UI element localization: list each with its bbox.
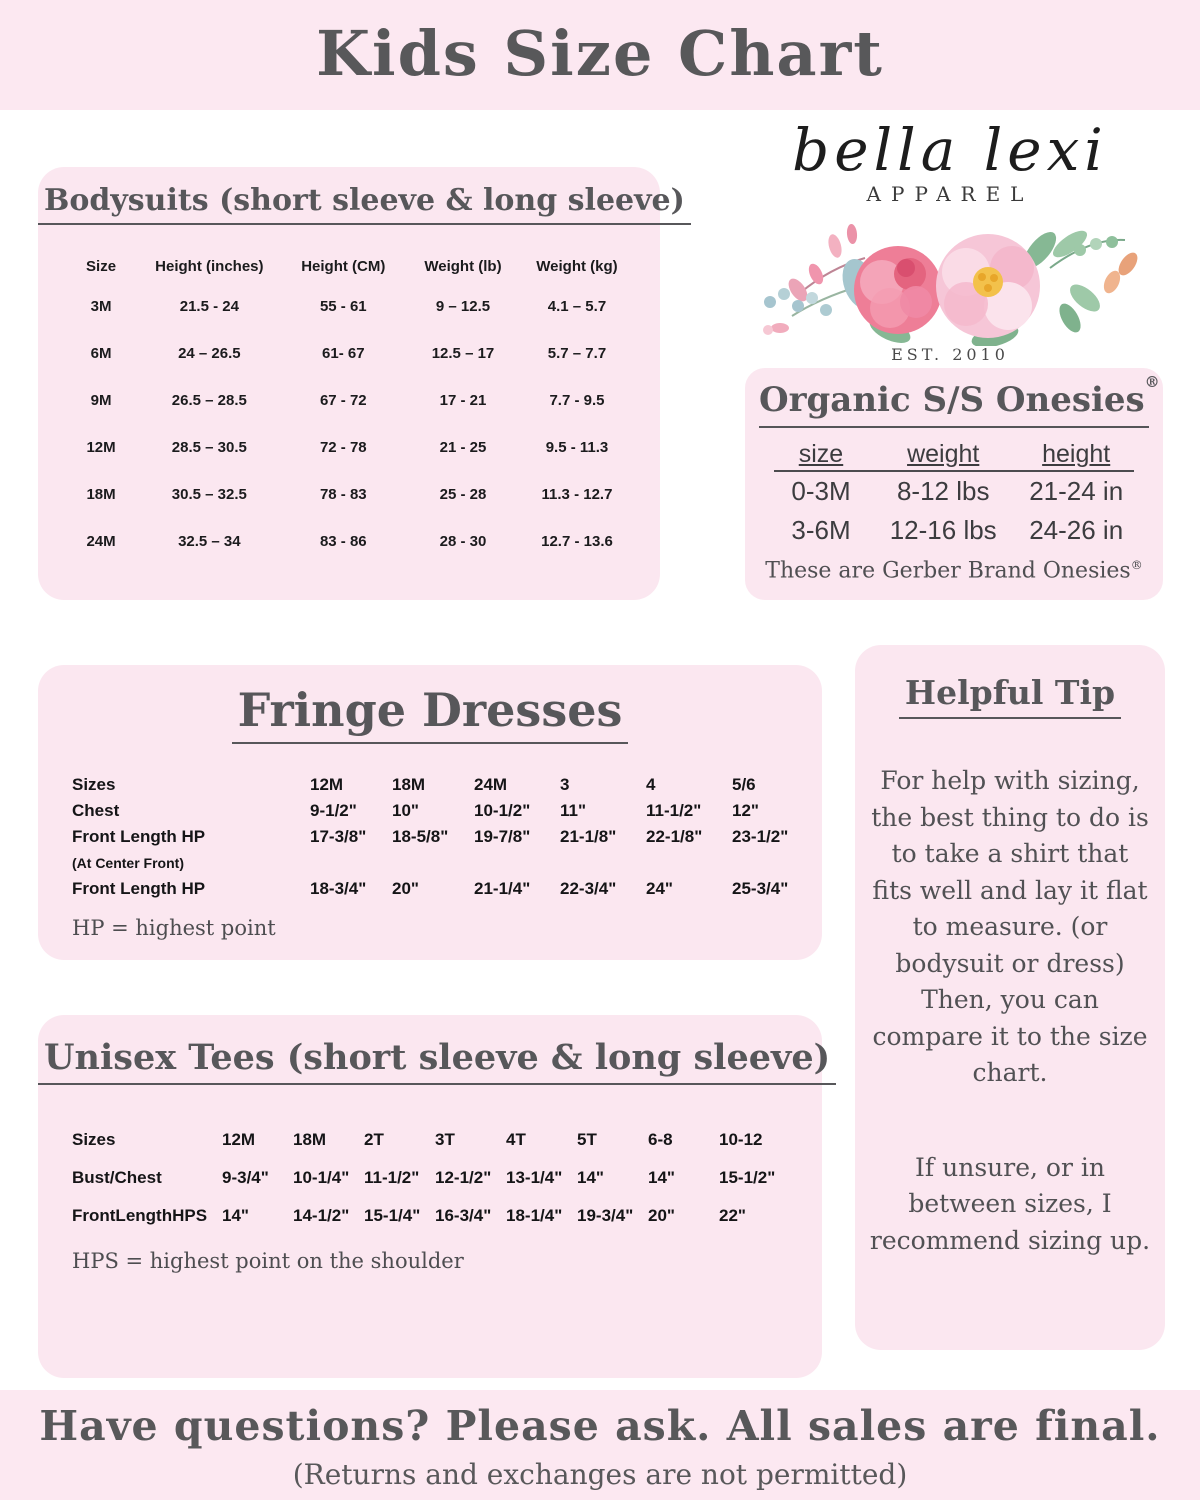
value-cell: 12.5 – 17	[431, 345, 495, 362]
value-cell: 11"	[560, 801, 587, 820]
value-cell: 20"	[648, 1206, 675, 1225]
column-header: Weight (kg)	[536, 257, 618, 275]
fringe-table	[72, 772, 822, 902]
value-cell: 9-1/2"	[310, 801, 357, 820]
value-cell: 26.5 – 28.5	[171, 392, 247, 409]
value-cell: 55 - 61	[319, 298, 367, 315]
onesies-title-text: Organic S/S Onesies	[759, 380, 1145, 420]
row-label: Bust/Chest	[72, 1168, 162, 1187]
tip-title: Helpful Tip	[899, 673, 1121, 719]
value-cell: 10-1/2"	[474, 801, 531, 820]
value-cell: 83 - 86	[319, 533, 367, 550]
value-cell: 67 - 72	[319, 392, 367, 409]
value-cell: 28.5 – 30.5	[171, 439, 247, 456]
tip-body-2: If unsure, or in between sizes, I recommend sizing up.	[869, 1152, 1151, 1255]
value-cell: 11-1/2"	[364, 1168, 420, 1187]
column-header: weight	[868, 440, 1019, 472]
title-band	[0, 0, 1200, 110]
value-cell: 5.7 – 7.7	[547, 345, 607, 362]
value-cell: 12.7 - 13.6	[541, 533, 613, 550]
size-cell: 6M	[90, 345, 112, 362]
footer-line-1: Have questions? Please ask. All sales are final.	[39, 1402, 1161, 1450]
value-cell: 11-1/2"	[646, 801, 702, 820]
onesies-caption-text: These are Gerber Brand Onesies	[765, 558, 1131, 584]
value-cell	[646, 850, 732, 876]
size-cell: 3-6M	[791, 515, 851, 545]
value-cell: 9.5 - 11.3	[545, 439, 609, 456]
value-cell: 14-1/2"	[293, 1206, 350, 1225]
value-cell: 14"	[222, 1206, 249, 1225]
column-header: 12M	[222, 1130, 256, 1149]
logo-script-text: bella lexi	[792, 116, 1108, 184]
value-cell: 25 - 28	[439, 486, 487, 503]
value-cell: 10"	[392, 801, 419, 820]
row-label: Front Length HP	[72, 879, 206, 898]
value-cell: 22"	[719, 1206, 746, 1225]
onesies-caption	[745, 558, 1163, 583]
value-cell: 24 – 26.5	[178, 345, 241, 362]
value-cell: 17-3/8"	[310, 827, 367, 846]
brand-logo	[720, 112, 1180, 368]
page-title: Kids Size Chart	[316, 17, 884, 90]
value-cell: 18-5/8"	[392, 827, 449, 846]
value-cell: 32.5 – 34	[178, 533, 241, 550]
column-header: 12M	[310, 775, 344, 794]
value-cell: 18-1/4"	[506, 1206, 563, 1225]
value-cell: 21.5 - 24	[179, 298, 239, 315]
value-cell: 21 - 25	[439, 439, 487, 456]
bodysuits-table	[64, 249, 634, 565]
value-cell	[310, 850, 392, 876]
value-cell: 19-7/8"	[474, 827, 531, 846]
value-cell: 18-3/4"	[310, 879, 367, 898]
registered-mark: ®	[1130, 558, 1143, 572]
value-cell: 12"	[732, 801, 759, 820]
onesies-panel	[745, 368, 1163, 600]
value-cell	[732, 850, 812, 876]
column-header: 18M	[392, 775, 426, 794]
value-cell: 23-1/2"	[732, 827, 789, 846]
value-cell: 15-1/4"	[364, 1206, 421, 1225]
size-cell: 18M	[86, 486, 116, 503]
column-header: Height (CM)	[301, 257, 386, 275]
value-cell: 9 – 12.5	[435, 298, 491, 315]
registered-mark: ®	[1144, 372, 1160, 391]
column-header: 3T	[435, 1130, 455, 1149]
value-cell: 7.7 - 9.5	[549, 392, 605, 409]
column-header: 5/6	[732, 775, 756, 794]
row-label: Sizes	[72, 775, 116, 794]
value-cell: 13-1/4"	[506, 1168, 563, 1187]
size-cell: 12M	[86, 439, 116, 456]
value-cell: 30.5 – 32.5	[171, 486, 247, 503]
helpful-tip-panel	[855, 645, 1165, 1350]
fringe-note: HP = highest point	[72, 916, 276, 940]
value-cell: 22-3/4"	[560, 879, 617, 898]
fringe-panel	[38, 665, 822, 960]
value-cell: 4.1 – 5.7	[547, 298, 607, 315]
value-cell: 28 - 30	[439, 533, 487, 550]
column-header: 4T	[506, 1130, 526, 1149]
tees-panel	[38, 1015, 831, 1378]
row-label: Sizes	[72, 1130, 116, 1149]
value-cell: 72 - 78	[319, 439, 367, 456]
column-header: 4	[646, 775, 656, 794]
size-cell: 3M	[90, 298, 112, 315]
row-label: Front Length HP	[72, 827, 206, 846]
bodysuits-panel	[38, 167, 685, 600]
size-cell: 0-3M	[791, 476, 851, 506]
value-cell	[560, 850, 646, 876]
column-header: 6-8	[648, 1130, 673, 1149]
value-cell: 21-1/4"	[474, 879, 531, 898]
value-cell: 16-3/4"	[435, 1206, 492, 1225]
onesies-table	[774, 440, 1133, 550]
tees-title: Unisex Tees (short sleeve & long sleeve)	[38, 1037, 836, 1085]
value-cell: 22-1/8"	[646, 827, 703, 846]
column-header: 5T	[577, 1130, 597, 1149]
column-header: height	[1019, 440, 1134, 472]
value-cell: 14"	[648, 1168, 675, 1187]
value-cell: 14"	[577, 1168, 604, 1187]
value-cell	[474, 850, 560, 876]
fringe-title: Fringe Dresses	[232, 683, 629, 744]
column-header: Size	[86, 257, 117, 275]
column-header: size	[774, 440, 867, 472]
logo-flowers-illustration	[720, 198, 1180, 351]
onesies-title	[759, 372, 1160, 428]
column-header: Height (inches)	[155, 257, 264, 275]
value-cell: 15-1/2"	[719, 1168, 776, 1187]
value-cell: 10-1/4"	[293, 1168, 350, 1187]
value-cell: 21-1/8"	[560, 827, 617, 846]
column-header: Weight (lb)	[424, 257, 502, 275]
value-cell: 17 - 21	[439, 392, 487, 409]
column-header: 3	[560, 775, 570, 794]
tees-note: HPS = highest point on the shoulder	[72, 1249, 464, 1273]
value-cell	[392, 850, 474, 876]
value-cell: 9-3/4"	[222, 1168, 269, 1187]
size-cell: 24M	[86, 533, 116, 550]
row-label: (At Center Front)	[72, 855, 184, 871]
column-header: 18M	[293, 1130, 327, 1149]
value-cell: 8-12 lbs	[896, 476, 990, 506]
value-cell: 12-1/2"	[435, 1168, 492, 1187]
size-cell: 9M	[90, 392, 112, 409]
bodysuits-title: Bodysuits (short sleeve & long sleeve)	[38, 183, 691, 225]
value-cell: 19-3/4"	[577, 1206, 634, 1225]
value-cell: 24"	[646, 879, 673, 898]
value-cell: 24-26 in	[1029, 515, 1124, 545]
value-cell: 21-24 in	[1029, 476, 1124, 506]
column-header: 10-12	[719, 1130, 763, 1149]
logo-est-text: EST. 2010	[891, 345, 1009, 364]
footer-band	[0, 1390, 1200, 1500]
column-header: 24M	[474, 775, 508, 794]
value-cell: 11.3 - 12.7	[541, 486, 613, 503]
value-cell: 61- 67	[322, 345, 365, 362]
value-cell: 12-16 lbs	[889, 515, 997, 545]
tees-table	[72, 1121, 822, 1235]
logo-apparel-text: APPAREL	[866, 182, 1034, 206]
row-label: FrontLengthHPS	[72, 1206, 208, 1225]
value-cell: 78 - 83	[319, 486, 367, 503]
row-label: Chest	[72, 801, 120, 820]
value-cell: 20"	[392, 879, 419, 898]
footer-line-2: (Returns and exchanges are not permitted)	[292, 1458, 908, 1491]
tip-body-1: For help with sizing, the best thing to do is to take a shirt that fits well and lay it flat to measure. (or bodysuit or dress) Then, you can compare it to the size chart.	[871, 766, 1149, 1087]
column-header: 2T	[364, 1130, 384, 1149]
value-cell: 25-3/4"	[732, 879, 789, 898]
